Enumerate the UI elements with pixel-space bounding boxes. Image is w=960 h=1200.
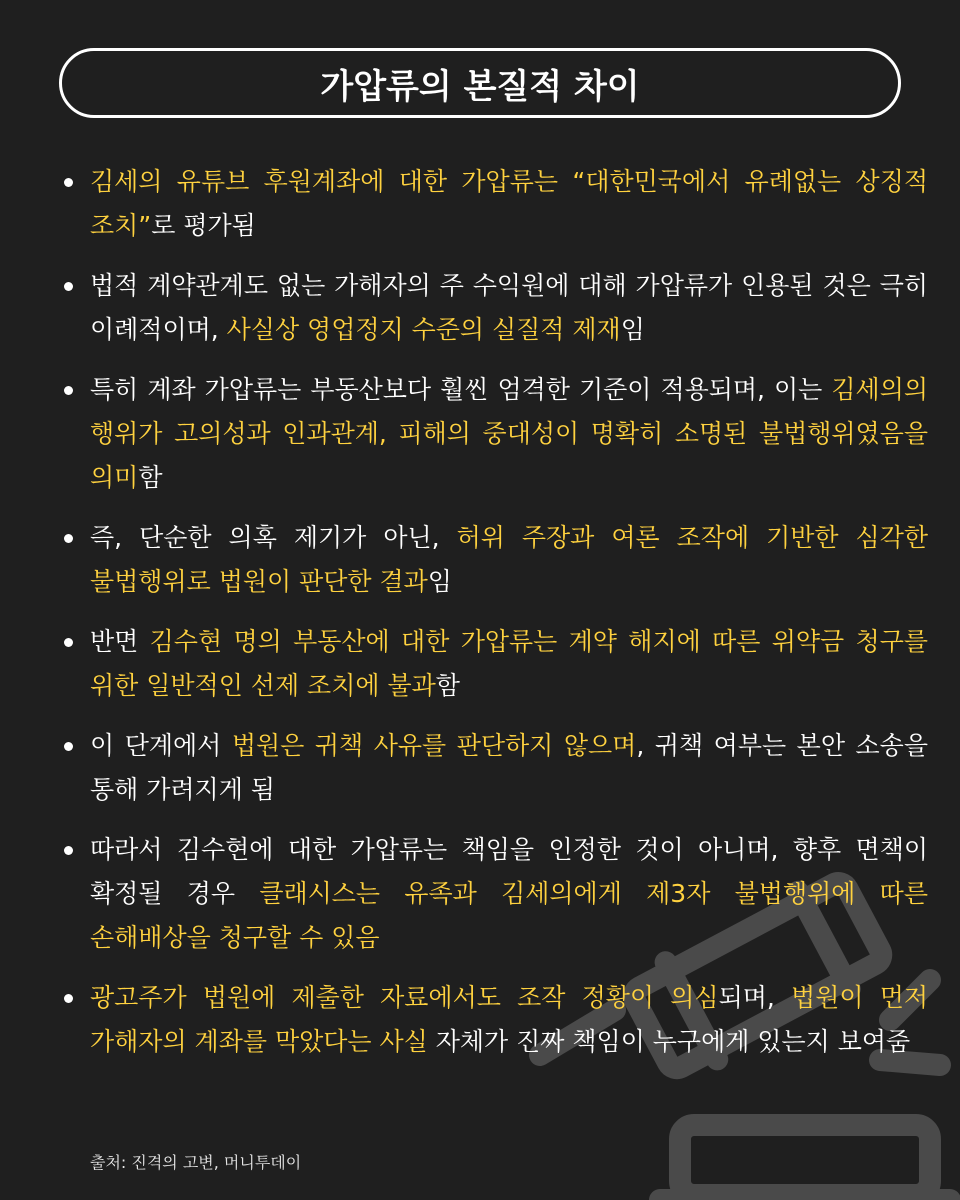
source-credit: 출처: 진격의 고변, 머니투데이	[90, 1153, 302, 1172]
bullet-item	[60, 724, 928, 812]
highlighted-text: 사실상 영업정지 수준의 실질적 제재	[226, 315, 621, 344]
highlighted-text: 김세의 유튜브 후원계좌에 대한 가압류는 “대한민국에서 유례없는 상징적 조치”	[90, 167, 928, 240]
highlighted-text: 법원은 귀책 사유를 판단하지 않으며	[231, 731, 637, 760]
bullet-dot-icon	[64, 386, 73, 395]
bullet-text: 즉, 단순한 의혹 제기가 아닌,	[90, 523, 457, 552]
bullet-dot-icon	[64, 178, 73, 187]
bullet-dot-icon	[64, 638, 73, 647]
page-title: 가압류의 본질적 차이	[320, 66, 640, 107]
bullet-text: 따라서 김수현에 대한 가압류는 책임을 인정한 것이 아니며, 향후 면책이 확정될 경우	[90, 835, 928, 908]
highlighted-text: 허위 주장과 여론 조작에 기반한 심각한 불법행위로 법원이 판단한 결과	[90, 523, 929, 596]
bullet-dot-icon	[64, 994, 73, 1003]
bullet-text: 자체가 진짜 책임이 누구에게 있는지 보여줌	[427, 1027, 911, 1056]
bullet-list	[60, 160, 928, 1080]
bullet-text: 임	[620, 315, 645, 344]
bullet-dot-icon	[64, 846, 73, 855]
bullet-text: 로 평가됨	[151, 211, 256, 240]
bullet-item	[60, 620, 928, 708]
highlighted-text: 김수현 명의 부동산에 대한 가압류는 계약 해지에 따른 위약금 청구를 위한 일반적인 선제 조치에 불과	[90, 627, 928, 700]
bullet-item	[60, 828, 928, 960]
bullet-text: 함	[435, 671, 460, 700]
bullet-dot-icon	[64, 742, 73, 751]
bullet-dot-icon	[64, 282, 73, 291]
bullet-text: 되며,	[718, 983, 792, 1012]
highlighted-text: 김세의의 행위가 고의성과 인과관계, 피해의 중대성이 명확히 소명된 불법행위였음을 의미	[90, 375, 928, 492]
highlighted-text: 클래시스는 유족과 김세의에게 제3자 불법행위에 따른 손해배상을 청구할 수 있음	[90, 879, 928, 952]
bullet-item	[60, 264, 928, 352]
title-box	[59, 48, 901, 118]
highlighted-text: 광고주가 법원에 제출한 자료에서도 조작 정황이 의심	[90, 983, 719, 1012]
bullet-text: 임	[427, 567, 452, 596]
bullet-dot-icon	[64, 534, 73, 543]
bullet-text: 이 단계에서	[90, 731, 232, 760]
bullet-item	[60, 516, 928, 604]
bullet-text: 반면	[90, 627, 150, 656]
highlighted-text: 법원이 먼저 가해자의 계좌를 막았다는 사실	[90, 983, 929, 1056]
bullet-item	[60, 976, 928, 1064]
bullet-text: 특히 계좌 가압류는 부동산보다 훨씬 엄격한 기준이 적용되며, 이는	[90, 375, 832, 404]
bullet-item	[60, 160, 928, 248]
bullet-text: , 귀책 여부는 본안 소송을 통해 가려지게 됨	[90, 731, 928, 804]
bullet-text: 법적 계약관계도 없는 가해자의 주 수익원에 대해 가압류가 인용된 것은 극히 이례적이며,	[90, 271, 928, 344]
bullet-text: 함	[138, 463, 163, 492]
bullet-item	[60, 368, 928, 500]
